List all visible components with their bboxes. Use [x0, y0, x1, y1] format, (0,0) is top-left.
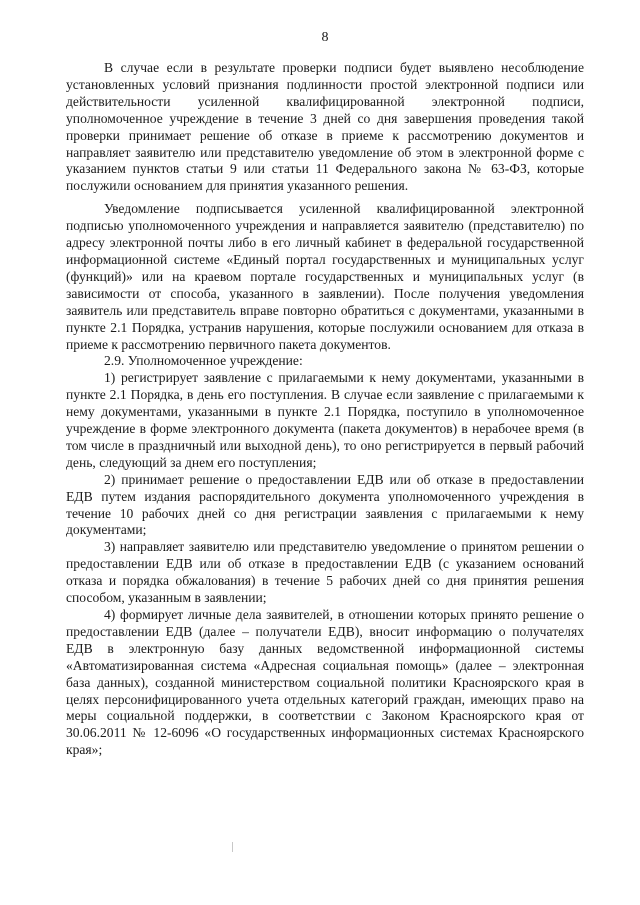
page-number: 8	[321, 30, 329, 45]
paragraph-notification: Уведомление подписывается усиленной квалифицированной электронной подписью уполномоченного учреждения и направляется заявителю (представителю) по адресу электронной почты либо в его личный кабинет в федеральной государственной информационной системе «Единый портал государственных и муниципальных услуг (функций)» или на краевом портале государственных и муниципальных услуг (в зависимости от способа, указанного в заявлении). После получения уведомления заявитель или представитель вправе повторно обратиться с документами, указанными в пункте 2.1 Порядка, устранив нарушения, которые послужили основанием для отказа в приеме к рассмотрению первичного пакета документов.	[66, 201, 584, 352]
scan-artifact	[232, 842, 233, 852]
paragraph-signature-check: В случае если в результате проверки подписи будет выявлено несоблюдение установленных условий признания подлинности простой электронной подписи или действительности усиленной квалифицированной электронной подписи, уполномоченное учреждение в течение 3 дней со дня завершения проведения такой проверки принимает решение об отказе в приеме к рассмотрению документов и направляет заявителю или представителю уведомление об этом в электронной форме с указанием пунктов статьи 9 или статьи 11 Федерального закона № 63-ФЗ, которые послужили основанием для принятия указанного решения.	[66, 60, 584, 194]
list-item-decision: 2) принимает решение о предоставлении ЕДВ или об отказе в предоставлении ЕДВ путем издания распорядительного документа уполномоченного учреждения в течение 10 рабочих дней со дня регистрации заявления с прилагаемыми к нему документами;	[66, 471, 584, 538]
list-item-personal-files: 4) формирует личные дела заявителей, в отношении которых принято решение о предоставлении ЕДВ (далее – получатели ЕДВ), вносит информацию о получателях ЕДВ в электронную базу данных ведомственной информационной системы «Автоматизированная система «Адресная социальная помощь» (далее – электронная база данных), созданной министерством социальной политики Красноярского края в целях персонифицированного учета отдельных категорий граждан, имеющих право на меры социальной поддержки, в соответствии с Законом Красноярского края от 30.06.2011 № 12-6096 «О государственных информационных системах Красноярского края»;	[66, 607, 584, 758]
list-item-registration: 1) регистрирует заявление с прилагаемыми к нему документами, указанными в пункте 2.1 Порядка, в день его поступления. В случае если заявление с прилагаемыми к нему документами, указанными в пункте 2.1 Порядка, поступило в уполномоченное учреждение в форме электронного документа (пакета документов) в нерабочее время (в том числе в праздничный или выходной день), то оно регистрируется в первый рабочий день, следующий за днем его поступления;	[66, 370, 584, 470]
paragraph-section-2-9: 2.9. Уполномоченное учреждение:	[104, 353, 303, 369]
list-item-notify: 3) направляет заявителю или представителю уведомление о принятом решении о предоставлении ЕДВ или об отказе в предоставлении ЕДВ (с указанием оснований отказа и порядка обжалования) в течение 5 рабочих дней со дня принятия решения способом, указанным в заявлении;	[66, 539, 584, 606]
